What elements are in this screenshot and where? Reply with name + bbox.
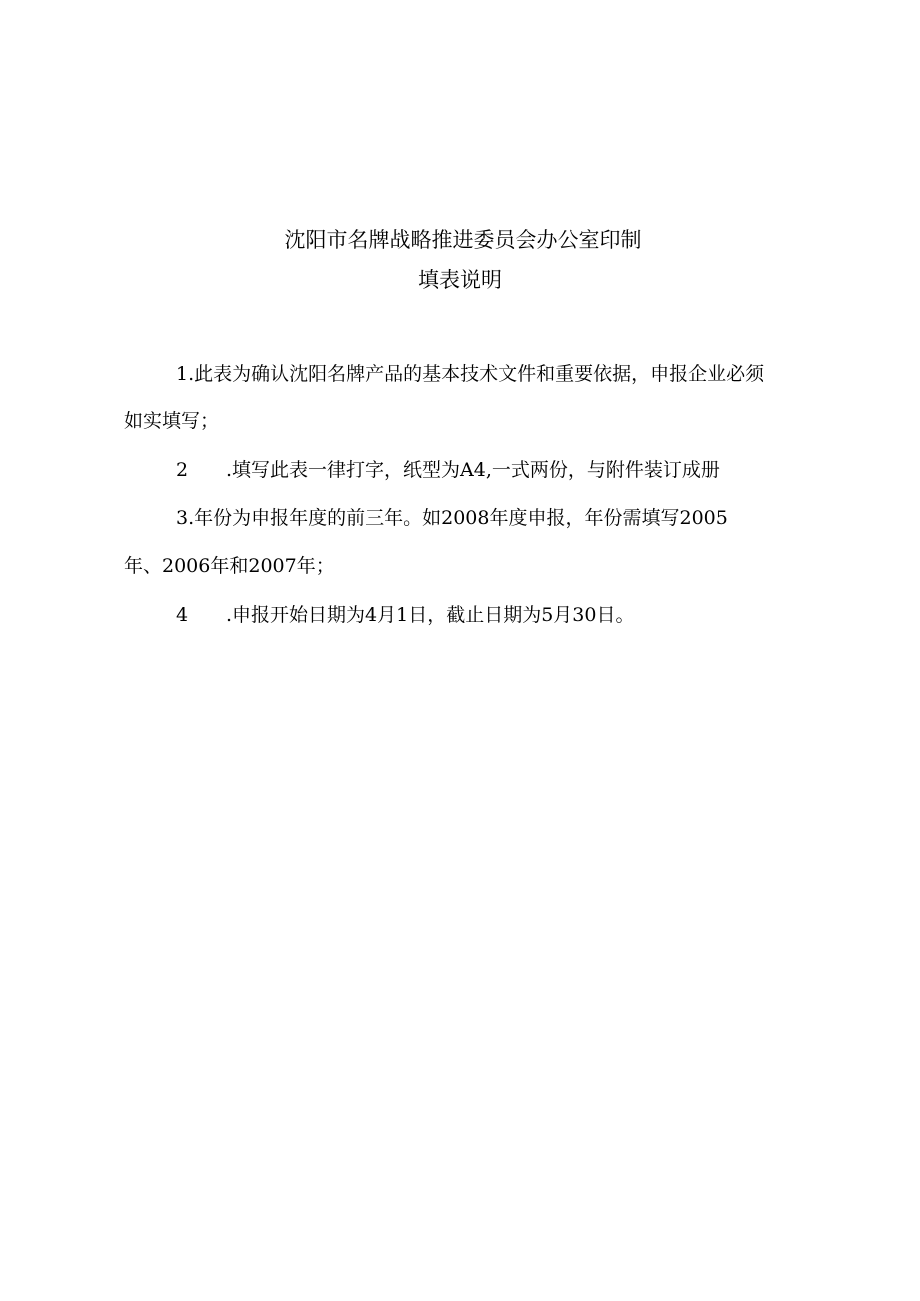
instruction-4: [176, 602, 634, 628]
issuing-office: 沈阳市名牌战略推进委员会办公室印制: [284, 228, 642, 252]
instruction-number: 3: [176, 507, 189, 529]
instruction-number: 1: [176, 363, 189, 385]
instruction-number: 2: [176, 459, 189, 481]
instruction-text: .年份为申报年度的前三年。如2008年度申报，年份需填写2005: [188, 507, 728, 529]
instruction-text: .此表为确认沈阳名牌产品的基本技术文件和重要依据，申报企业必须: [188, 363, 765, 385]
instruction-1: [176, 361, 764, 387]
instruction-2: [176, 457, 720, 483]
instruction-text: .填写此表一律打字，纸型为A4,一式两份，与附件装订成册: [226, 459, 720, 481]
instruction-number: 4: [176, 604, 189, 626]
instruction-text: .申报开始日期为4月1日，截止日期为5月30日。: [226, 604, 635, 626]
page-title: 填表说明: [418, 268, 502, 292]
instruction-3: [176, 505, 728, 531]
instruction-1-continued: 如实填写；: [124, 410, 220, 432]
instruction-3-continued: 年、2006年和2007年；: [124, 555, 335, 577]
